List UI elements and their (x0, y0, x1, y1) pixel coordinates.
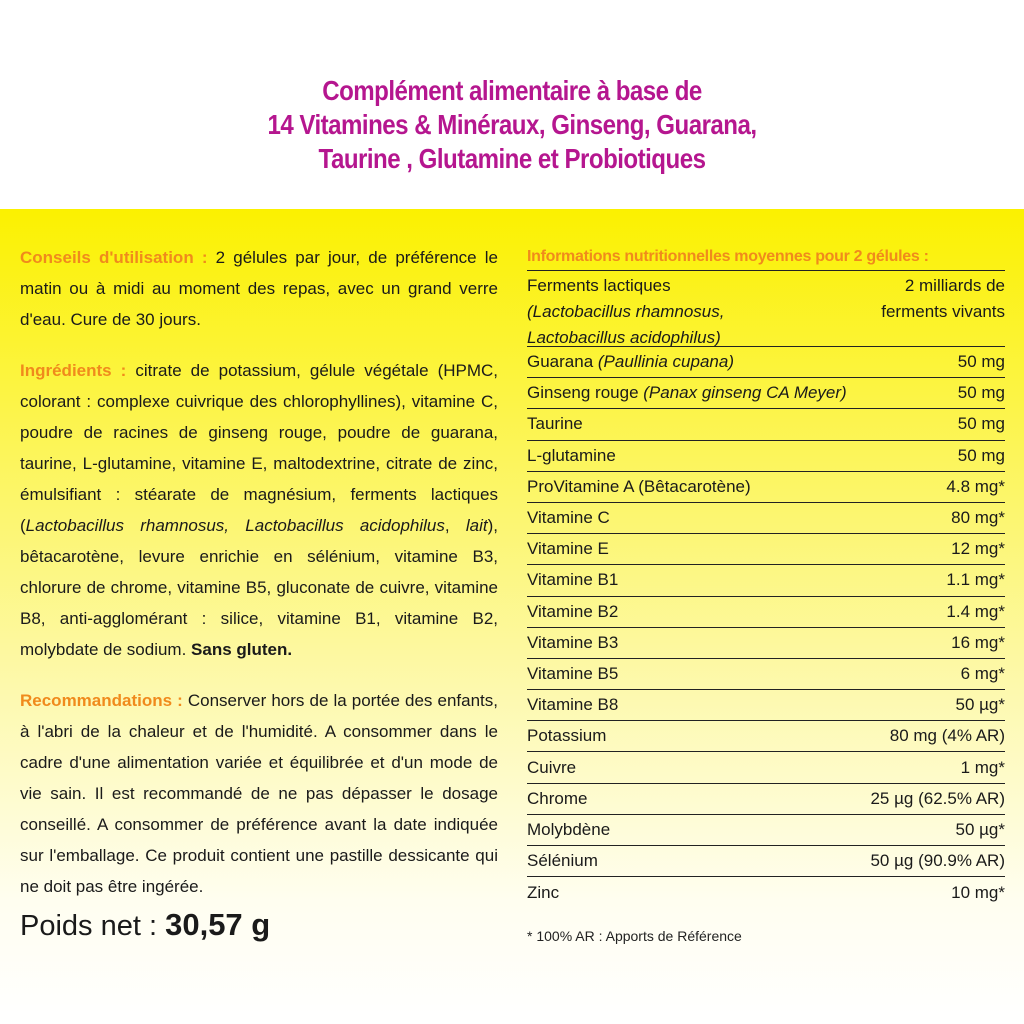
table-row (527, 565, 1005, 596)
ingredients-text-1: citrate de potassium, gélule végétale (HPMC, colorant : complexe cuivrique des chlorophyllines), vitamine C, poudre de racines de ginseng rouge, poudre de guarana, taurine, L-glutamine, vitamine E, maltodextrine, citrate de zinc, émulsifiant : stéarate de magnésium, ferments lactiques ( (20, 361, 499, 535)
ferments-value-cell (805, 273, 1005, 346)
nutrient-name-cell (527, 758, 576, 778)
table-row (527, 659, 1005, 690)
table-row (527, 628, 1005, 659)
nutrient-value: 80 mg* (951, 508, 1005, 528)
nutrient-name-cell (527, 851, 598, 871)
net-weight-label: Poids net : (20, 910, 158, 942)
nutrient-value: 16 mg* (951, 632, 1005, 652)
ferments-name: Ferments lactiques (527, 276, 671, 295)
nutrient-name-cell (527, 477, 751, 497)
ferments-latin-1: (Lactobacillus rhamnosus, (527, 302, 725, 321)
nutrient-name-cell (527, 633, 618, 653)
table-row (527, 503, 1005, 534)
nutrient-name: Cuivre (527, 757, 577, 777)
nutrient-name-cell (527, 383, 847, 403)
usage-heading: Conseils d'utilisation : (20, 248, 208, 267)
net-weight-value: 30,57 g (165, 907, 271, 942)
ingredients-paragraph (20, 355, 498, 665)
nutrient-name-cell (527, 414, 583, 434)
title-line-3: Taurine , Glutamine et Probiotiques (318, 143, 706, 174)
nutrient-value: 1 mg* (960, 757, 1005, 777)
footnote: * 100% AR : Apports de Référence (527, 928, 742, 944)
nutrient-name-cell (527, 883, 559, 903)
nutrient-value: 10 mg* (951, 882, 1005, 902)
nutrient-name: Vitamine E (527, 539, 609, 559)
nutrient-name-cell (527, 602, 618, 622)
ingredients-italic-2: lait (465, 516, 488, 535)
table-row (527, 815, 1005, 846)
nutrient-value: 1.4 mg* (946, 601, 1005, 621)
nutrient-value: 50 mg (957, 445, 1005, 465)
table-row (527, 347, 1005, 378)
usage-text: 2 gélules par jour, de préférence le matin ou à midi au moment des repas, avec un grand verre d'eau. Cure de 30 jours. (20, 248, 498, 329)
nutrient-name: ProVitamine A (Bêtacarotène) (527, 476, 751, 496)
net-weight (20, 905, 270, 946)
table-row (527, 846, 1005, 877)
ferments-value-2: ferments vivants (881, 302, 1005, 321)
nutrient-name-cell (527, 539, 609, 559)
nutrient-value: 50 mg (957, 414, 1005, 434)
nutrient-value: 1.1 mg* (946, 570, 1005, 590)
table-row (527, 721, 1005, 752)
nutrient-name-cell (527, 820, 610, 840)
nutrient-value: 50 mg (957, 383, 1005, 403)
nutrient-name: Sélénium (527, 851, 598, 871)
nutrient-name: L-glutamine (527, 445, 616, 465)
nutrient-name-cell (527, 508, 610, 528)
table-row (527, 597, 1005, 628)
nutrient-name: Vitamine B3 (527, 632, 619, 652)
table-row-ferments (527, 271, 1005, 347)
table-row (527, 534, 1005, 565)
recommendations-text: Conserver hors de la portée des enfants, à l'abri de la chaleur et de l'humidité. A consommer dans le cadre d'une alimentation variée et équilibrée et d'un mode de vie sain. Il est recommandé de ne pas dépasser le dosage conseillé. A consommer de préférence avant la date indiquée sur l'emballage. Ce produit contient une pastille dessicante qui ne doit pas être ingérée. (20, 691, 498, 896)
ingredients-italic-1: Lactobacillus rhamnosus, Lactobacillus acidophilus (25, 516, 445, 535)
nutrient-name: Chrome (527, 788, 588, 808)
nutrient-name-cell (527, 726, 606, 746)
nutrient-value: 50 mg (957, 352, 1005, 372)
table-row (527, 472, 1005, 503)
nutrient-name: Molybdène (527, 819, 611, 839)
nutrient-name: Vitamine B5 (527, 663, 619, 683)
table-row (527, 690, 1005, 721)
left-column (20, 242, 498, 922)
nutrient-name: Taurine (527, 414, 583, 434)
nutrient-value: 50 µg* (955, 819, 1005, 839)
title-line-2: 14 Vitamines & Minéraux, Ginseng, Guarana, (267, 109, 757, 140)
ferments-latin-2: Lactobacillus acidophilus) (527, 328, 721, 347)
nutrient-name: Ginseng rouge (527, 383, 644, 403)
nutrient-name: Vitamine B2 (527, 601, 619, 621)
nutrition-rows (527, 347, 1005, 908)
nutrition-table (527, 270, 1005, 908)
nutrient-name-cell (527, 570, 618, 590)
nutrition-heading: Informations nutritionnelles moyennes pour 2 gélules : (527, 248, 929, 265)
table-row (527, 877, 1005, 908)
nutrient-latin-name: (Panax ginseng CA Meyer) (643, 383, 847, 403)
table-row (527, 378, 1005, 409)
nutrient-name-cell (527, 664, 618, 684)
nutrient-name-cell (527, 352, 734, 372)
nutrient-name: Vitamine C (527, 508, 610, 528)
nutrient-latin-name: (Paullinia cupana) (597, 352, 734, 372)
product-title (72, 74, 953, 176)
nutrient-name-cell (527, 789, 587, 809)
nutrient-name-cell (527, 695, 618, 715)
usage-paragraph (20, 242, 498, 335)
table-row (527, 784, 1005, 815)
nutrition-column (527, 244, 1005, 908)
table-row (527, 752, 1005, 783)
nutrient-value: 50 µg (90.9% AR) (870, 851, 1005, 871)
table-row (527, 441, 1005, 472)
gluten-free-label: Sans gluten. (191, 640, 293, 659)
nutrient-value: 80 mg (4% AR) (889, 726, 1005, 746)
title-line-1: Complément alimentaire à base de (322, 75, 702, 106)
nutrient-name-cell (527, 446, 616, 466)
ferments-value-1: 2 milliards de (904, 276, 1005, 295)
nutrient-value: 50 µg* (955, 695, 1005, 715)
nutrient-name: Guarana (527, 352, 598, 372)
nutrient-value: 25 µg (62.5% AR) (870, 788, 1005, 808)
nutrient-value: 4.8 mg* (946, 476, 1005, 496)
nutrient-name: Zinc (527, 882, 560, 902)
ingredients-text-2: , (444, 516, 466, 535)
nutrient-name: Vitamine B1 (527, 570, 619, 590)
nutrient-name: Vitamine B8 (527, 695, 619, 715)
table-row (527, 409, 1005, 440)
ingredients-text-3: ), bêtacarotène, levure enrichie en sélénium, vitamine B3, chlorure de chrome, vitamine B5, gluconate de cuivre, vitamine B8, anti-agglomérant : silice, vitamine B1, vitamine B2, molybdate de sodium. (20, 516, 498, 659)
recommendations-heading: Recommandations : (20, 691, 183, 710)
recommendations-paragraph (20, 685, 498, 902)
nutrient-name: Potassium (527, 726, 607, 746)
nutrient-value: 12 mg* (951, 539, 1005, 559)
ingredients-heading: Ingrédients : (20, 361, 127, 380)
ferments-name-cell (527, 273, 757, 346)
nutrient-value: 6 mg* (960, 663, 1005, 683)
